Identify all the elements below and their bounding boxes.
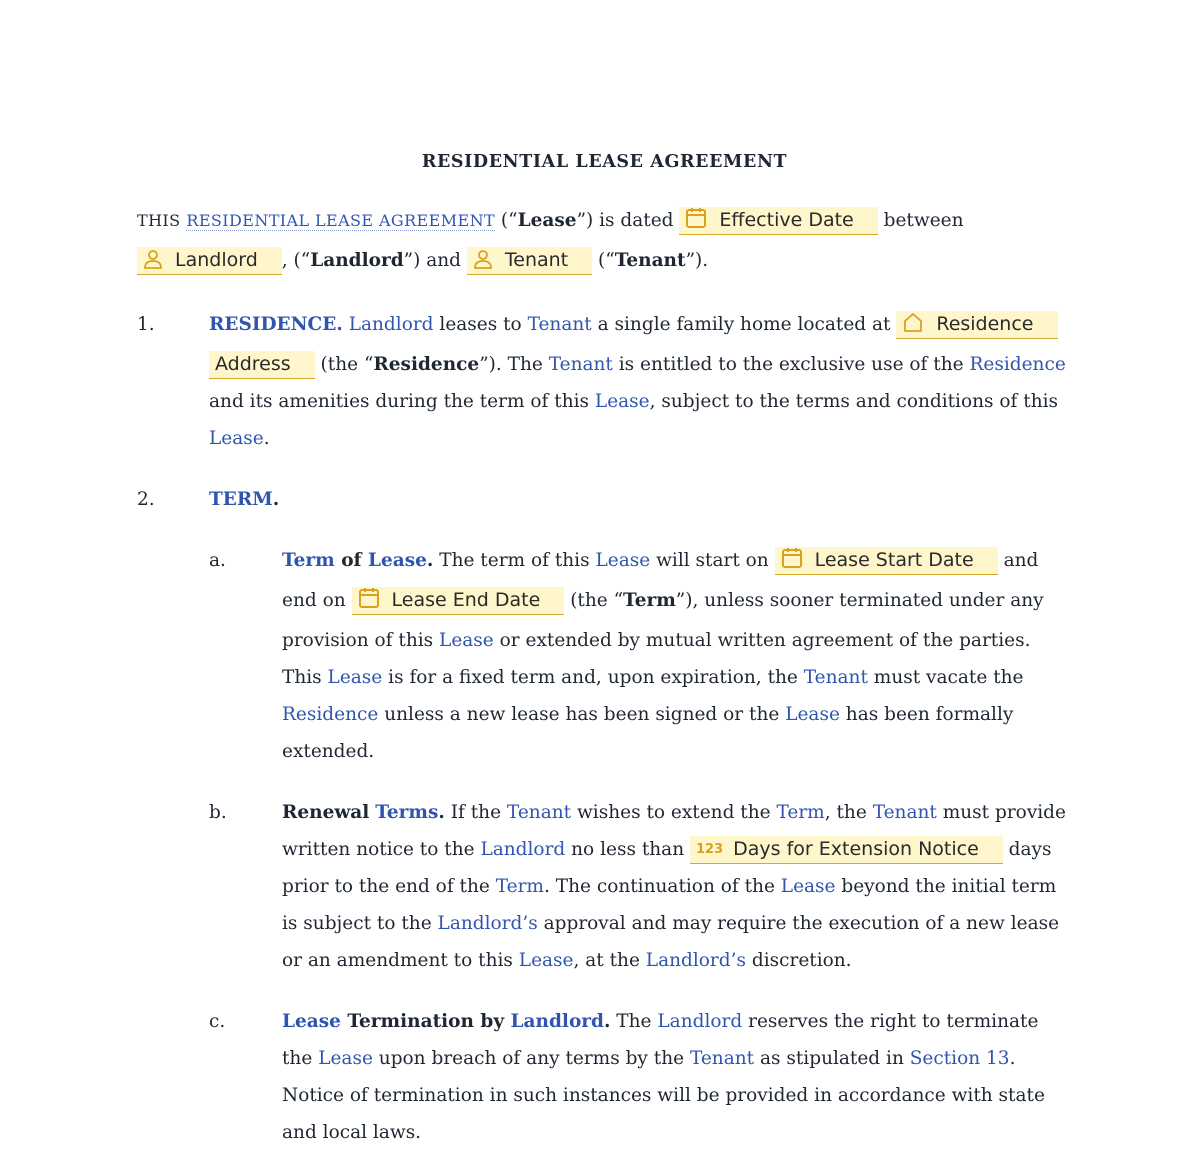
section-residence: 1. RESIDENCE. Landlord leases to Tenant a single family home located at Residence Address (the “Residence”). The Tenant is entitled to the exclusive use of the Residence and its amenities during the term of this Lease, subject to the terms and conditions of this Lease.: [137, 306, 1072, 457]
section-heading: RESIDENCE.: [209, 314, 343, 335]
residence-definition: Residence: [373, 354, 480, 375]
landlord-reference[interactable]: Landlord’s: [437, 913, 538, 934]
intro-paragraph: THIS RESIDENTIAL LEASE AGREEMENT (“Lease”) is dated Effective Date between Landlord , (“Landlord”) and Tenant (“Tenant”).: [137, 202, 1072, 282]
residence-reference[interactable]: Residence: [969, 354, 1066, 375]
section-13-link[interactable]: Section 13: [909, 1048, 1010, 1069]
landlord-reference[interactable]: Landlord’s: [645, 950, 746, 971]
term-reference[interactable]: Term: [776, 802, 825, 823]
subsection-heading: Term: [282, 550, 335, 571]
person-icon: [143, 245, 163, 282]
lease-reference[interactable]: Lease: [318, 1048, 373, 1069]
tenant-reference[interactable]: Tenant: [527, 314, 592, 335]
landlord-reference[interactable]: Landlord: [348, 314, 434, 335]
lease-reference[interactable]: Lease: [327, 667, 383, 688]
term-reference[interactable]: Term: [495, 876, 544, 897]
lease-definition: Lease: [517, 210, 577, 231]
calendar-icon: [358, 585, 380, 622]
landlord-field[interactable]: Landlord: [137, 247, 282, 275]
term-definition: Term: [623, 590, 676, 611]
subsection-term-of-lease: a. Term of Lease. The term of this Lease will start on Lease Start Date and end on Lease End Date (the “Term”), unless sooner terminated under any provision of this Lease or extended by mutual written agreement of the parties. This Lease is for a fixed term and, upon expiration, the Tenant must vacate the Residence unless a new lease has been signed or the Lease has been formally extended.: [137, 542, 1072, 770]
section-term: 2. TERM.: [137, 481, 1072, 518]
subsection-lease-termination: c. Lease Termination by Landlord. The Landlord reserves the right to terminate the Lease upon breach of any terms by the Tenant as stipulated in Section 13. Notice of termination in such instances will be provided in accordance with state and local laws.: [137, 1003, 1072, 1151]
subsection-marker: a.: [209, 550, 226, 571]
subsection-marker: c.: [209, 1011, 226, 1032]
lease-reference[interactable]: Lease: [518, 950, 574, 971]
lease-start-date-field[interactable]: Lease Start Date: [775, 547, 998, 575]
tenant-reference[interactable]: Tenant: [548, 354, 613, 375]
landlord-reference[interactable]: Landlord: [480, 839, 566, 860]
calendar-icon: [685, 205, 707, 242]
lease-end-date-field[interactable]: Lease End Date: [352, 587, 565, 615]
document-page: [137, 148, 1072, 1151]
section-number: 1.: [137, 314, 155, 335]
residence-address-field[interactable]: Residence Address: [209, 311, 1058, 379]
home-icon: [902, 309, 924, 346]
subsection-marker: b.: [209, 802, 227, 823]
lease-reference[interactable]: Lease: [594, 391, 650, 412]
subsection-heading: Lease: [282, 1011, 341, 1032]
section-heading: TERM: [209, 489, 273, 510]
number-icon: 123: [696, 842, 724, 857]
section-number: 2.: [137, 489, 155, 510]
landlord-reference[interactable]: Landlord: [657, 1011, 743, 1032]
effective-date-field[interactable]: Effective Date: [679, 207, 877, 235]
tenant-field[interactable]: Tenant: [467, 247, 592, 275]
tenant-reference[interactable]: Tenant: [803, 667, 868, 688]
landlord-definition: Landlord: [310, 250, 404, 271]
days-for-extension-notice-field[interactable]: 123 Days for Extension Notice: [690, 836, 1003, 864]
tenant-reference[interactable]: Tenant: [872, 802, 937, 823]
agreement-reference[interactable]: RESIDENTIAL LEASE AGREEMENT: [186, 211, 496, 230]
document-title: RESIDENTIAL LEASE AGREEMENT: [421, 152, 788, 172]
residence-reference[interactable]: Residence: [282, 704, 379, 725]
lease-reference[interactable]: Lease: [780, 876, 836, 897]
lease-reference[interactable]: Lease: [439, 630, 494, 651]
lease-reference[interactable]: Lease: [209, 428, 264, 449]
tenant-reference[interactable]: Tenant: [506, 802, 572, 823]
person-icon: [473, 245, 493, 282]
subsection-renewal-terms: b. Renewal Terms. If the Tenant wishes to extend the Term, the Tenant must provide written notice to the Landlord no less than 123 Days for Extension Notice days prior to the end of the Term. The continuation of the Lease beyond the initial term is subject to the Landlord’s approval and may require the execution of a new lease or an amendment to this Lease, at the Landlord’s discretion.: [137, 794, 1072, 979]
calendar-icon: [781, 545, 803, 582]
tenant-definition: Tenant: [614, 250, 686, 271]
lease-reference[interactable]: Lease: [785, 704, 840, 725]
lease-reference[interactable]: Lease: [595, 550, 651, 571]
subsection-heading: Renewal: [282, 802, 370, 823]
tenant-reference[interactable]: Tenant: [689, 1048, 755, 1069]
